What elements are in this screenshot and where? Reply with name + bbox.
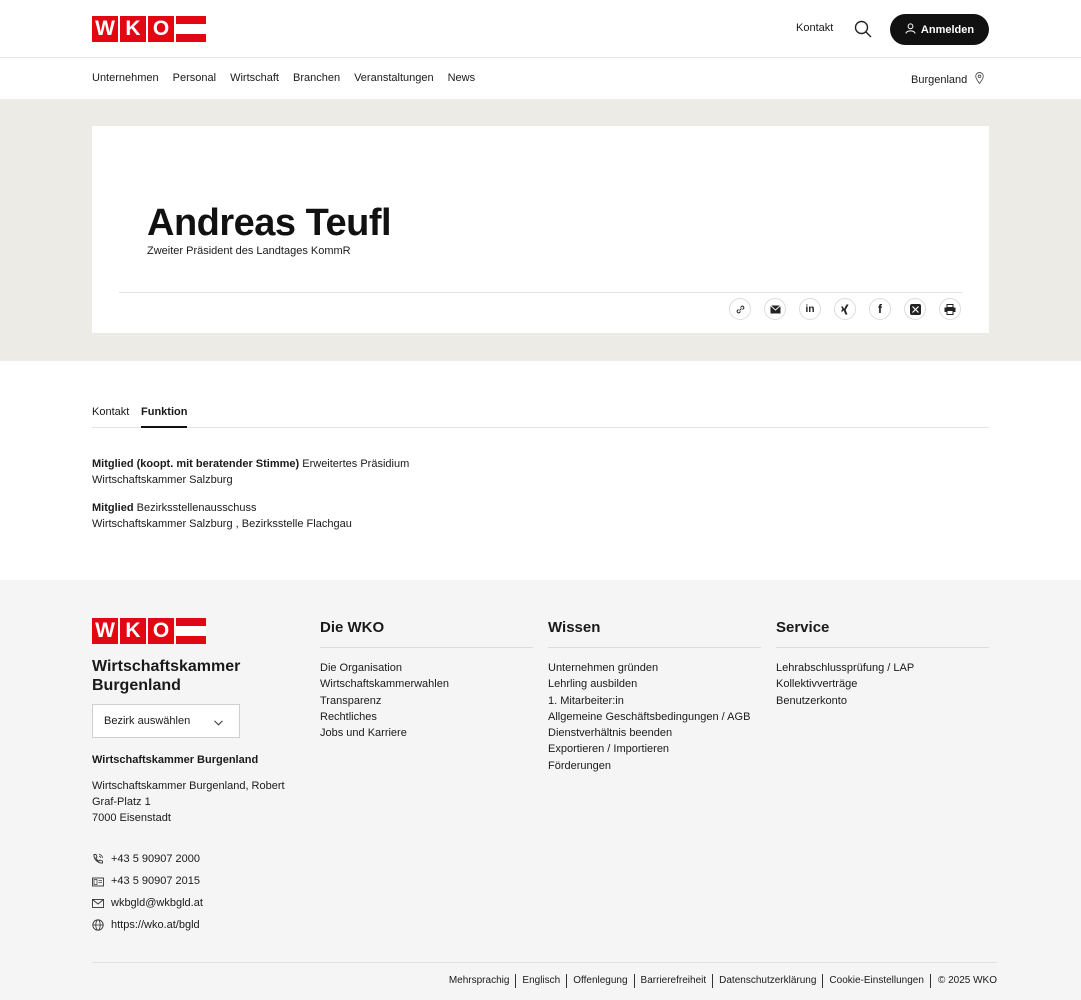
nav-item-unternehmen[interactable]: Unternehmen — [92, 72, 159, 84]
nav-item-branchen[interactable]: Branchen — [292, 72, 341, 84]
contact-website[interactable] — [92, 914, 203, 936]
footer-column-wissen — [548, 619, 761, 774]
nav-item-news[interactable]: News — [447, 72, 476, 84]
footer-link[interactable]: 1. Mitarbeiter:in — [548, 694, 624, 707]
contact-phone[interactable] — [92, 848, 203, 870]
function-entry — [92, 456, 409, 488]
nav-item-veranstaltungen[interactable]: Veranstaltungen — [354, 72, 434, 84]
bezirk-select[interactable] — [92, 704, 240, 738]
footer-column-rule — [548, 647, 761, 648]
footer-link[interactable]: Kollektivverträge — [776, 678, 858, 691]
legal-link-offenlegung[interactable]: Offenlegung — [566, 974, 633, 988]
region-selector[interactable] — [911, 72, 984, 87]
address — [92, 778, 292, 826]
footer-org-name: Wirtschaftskammer Burgenland — [92, 658, 241, 694]
link-icon[interactable] — [729, 298, 751, 320]
function-body: Bezirksstellenausschuss — [136, 502, 257, 514]
tab-funktion[interactable]: Funktion — [141, 406, 187, 428]
person-name: Andreas Teufl — [147, 202, 392, 244]
footer-wko-logo[interactable] — [92, 618, 206, 644]
nav-item-wirtschaft[interactable]: Wirtschaft — [230, 72, 279, 84]
contact-text: wkbgld@wkbgld.at — [111, 897, 203, 909]
main-nav — [0, 58, 1081, 99]
footer-link[interactable]: Jobs und Karriere — [320, 727, 407, 740]
share-bar — [729, 298, 961, 320]
logo-flag — [176, 16, 206, 42]
phone-icon — [92, 853, 104, 865]
chevron-down-icon — [214, 717, 223, 729]
footer-link[interactable]: Benutzerkonto — [776, 694, 847, 707]
top-header — [0, 0, 1081, 58]
legal-link-englisch[interactable]: Englisch — [515, 974, 566, 988]
contact-email[interactable] — [92, 892, 203, 914]
legal-link-barrierefreiheit[interactable]: Barrierefreiheit — [634, 974, 713, 988]
function-org: Wirtschaftskammer Salzburg , Bezirksstelle Flachgau — [92, 518, 352, 530]
footer-link[interactable]: Förderungen — [548, 759, 611, 772]
person-role: Zweiter Präsident des Landtages KommR — [147, 245, 351, 257]
address-title: Wirtschaftskammer Burgenland — [92, 754, 259, 766]
header-kontakt-link[interactable]: Kontakt — [796, 22, 834, 34]
footer-link[interactable]: Unternehmen gründen — [548, 662, 659, 674]
footer-link[interactable]: Allgemeine Geschäftsbedingungen / AGB — [548, 710, 751, 723]
print-icon[interactable] — [939, 298, 961, 320]
region-label: Burgenland — [911, 73, 968, 86]
search-icon[interactable] — [854, 20, 872, 38]
footer-link[interactable]: Die Organisation — [320, 662, 402, 674]
profile-card — [92, 126, 989, 333]
contact-fax[interactable] — [92, 870, 203, 892]
contact-text: +43 5 90907 2015 — [111, 875, 201, 887]
function-role: Mitglied — [92, 502, 134, 514]
logo-letter-w: W — [92, 618, 118, 644]
function-entry — [92, 500, 352, 532]
address-line: 7000 Eisenstadt — [92, 812, 171, 824]
function-org: Wirtschaftskammer Salzburg — [92, 474, 233, 486]
tab-kontakt[interactable]: Kontakt — [92, 406, 130, 418]
logo-letter-o: O — [148, 16, 174, 42]
card-divider — [119, 292, 962, 293]
location-pin-icon — [975, 72, 984, 87]
logo-flag — [176, 618, 206, 644]
footer-link[interactable]: Rechtliches — [320, 710, 377, 723]
footer-link[interactable]: Lehrling ausbilden — [548, 678, 638, 691]
bezirk-select-label: Bezirk auswählen — [104, 715, 191, 727]
footer-column-title: Wissen — [548, 619, 601, 636]
function-role: Mitglied (koopt. mit beratender Stimme) — [92, 458, 300, 470]
footer-column-title: Die WKO — [320, 619, 385, 636]
logo-letter-o: O — [148, 618, 174, 644]
footer-column-die-wko — [320, 619, 533, 741]
wko-logo[interactable] — [92, 16, 206, 42]
logo-letter-w: W — [92, 16, 118, 42]
legal-links — [443, 973, 997, 989]
mail-icon — [92, 897, 104, 909]
login-label: Anmelden — [920, 23, 975, 36]
copyright: © 2025 WKO — [930, 974, 997, 988]
legal-link-mehrsprachig[interactable]: Mehrsprachig — [448, 975, 510, 986]
logo-letter-k: K — [120, 618, 146, 644]
function-body: Erweitertes Präsidium — [302, 458, 410, 470]
footer-column-service — [776, 619, 989, 709]
footer-link[interactable]: Lehrabschlussprüfung / LAP — [776, 662, 915, 674]
address-line: Wirtschaftskammer Burgenland, Robert — [92, 780, 285, 792]
contact-text: https://wko.at/bgld — [111, 919, 200, 931]
legal-link-datenschutz[interactable]: Datenschutzerklärung — [712, 974, 822, 988]
footer-column-title: Service — [776, 619, 830, 636]
footer-link[interactable]: Exportieren / Importieren — [548, 743, 670, 756]
globe-icon — [92, 919, 104, 931]
nav-item-personal[interactable]: Personal — [172, 72, 217, 84]
footer-column-rule — [320, 647, 533, 648]
footer-link[interactable]: Wirtschaftskammerwahlen — [320, 678, 449, 691]
linkedin-icon[interactable]: in — [799, 298, 821, 320]
user-icon — [905, 23, 916, 37]
footer-link[interactable]: Transparenz — [320, 694, 382, 707]
footer-link[interactable]: Dienstverhältnis beenden — [548, 727, 673, 740]
profile-tabs — [92, 406, 989, 428]
fax-icon — [92, 875, 104, 887]
login-button[interactable] — [890, 14, 989, 45]
address-line: Graf-Platz 1 — [92, 796, 151, 808]
mail-icon[interactable] — [764, 298, 786, 320]
xing-icon[interactable] — [834, 298, 856, 320]
x-icon[interactable] — [904, 298, 926, 320]
logo-letter-k: K — [120, 16, 146, 42]
footer-column-rule — [776, 647, 989, 648]
footer-bottom-divider — [92, 962, 997, 963]
facebook-icon[interactable]: f — [869, 298, 891, 320]
contact-text: +43 5 90907 2000 — [111, 853, 201, 865]
contact-list — [92, 848, 203, 936]
legal-link-cookie-settings[interactable]: Cookie-Einstellungen — [822, 974, 930, 988]
